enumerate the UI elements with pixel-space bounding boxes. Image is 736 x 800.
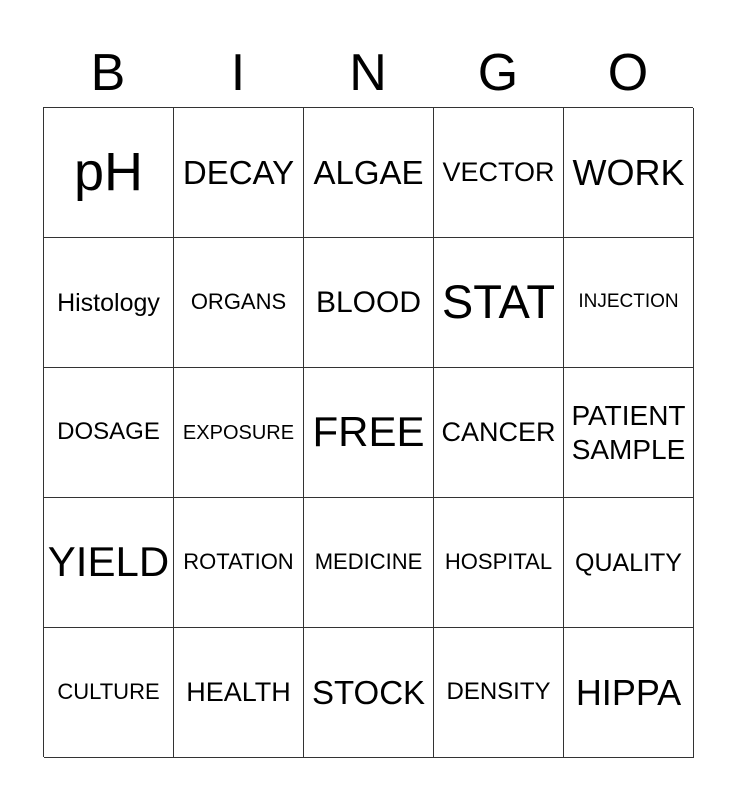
bingo-cell[interactable]: PATIENT SAMPLE bbox=[564, 368, 694, 498]
bingo-cell[interactable]: DENSITY bbox=[434, 628, 564, 758]
header-letter-b: B bbox=[90, 44, 126, 102]
bingo-cell[interactable]: QUALITY bbox=[564, 498, 694, 628]
bingo-cell[interactable]: STAT bbox=[434, 238, 564, 368]
free-space-cell[interactable]: FREE bbox=[304, 368, 434, 498]
header-letter-i: I bbox=[230, 44, 246, 102]
header-letter-o: O bbox=[607, 44, 649, 102]
bingo-header bbox=[43, 42, 693, 104]
bingo-cell[interactable]: VECTOR bbox=[434, 108, 564, 238]
bingo-cell[interactable]: HEALTH bbox=[174, 628, 304, 758]
bingo-cell[interactable]: CULTURE bbox=[44, 628, 174, 758]
bingo-cell[interactable]: STOCK bbox=[304, 628, 434, 758]
bingo-cell[interactable]: pH bbox=[44, 108, 174, 238]
bingo-cell[interactable]: ROTATION bbox=[174, 498, 304, 628]
bingo-cell[interactable]: HOSPITAL bbox=[434, 498, 564, 628]
bingo-cell[interactable]: YIELD bbox=[44, 498, 174, 628]
bingo-cell[interactable]: ORGANS bbox=[174, 238, 304, 368]
bingo-cell[interactable]: ALGAE bbox=[304, 108, 434, 238]
header-letter-g: G bbox=[477, 44, 519, 102]
header-letter-n: N bbox=[349, 44, 387, 102]
bingo-cell[interactable]: Histology bbox=[44, 238, 174, 368]
bingo-cell[interactable]: WORK bbox=[564, 108, 694, 238]
bingo-cell[interactable]: MEDICINE bbox=[304, 498, 434, 628]
bingo-board bbox=[43, 107, 693, 757]
bingo-cell[interactable]: DECAY bbox=[174, 108, 304, 238]
bingo-cell[interactable]: BLOOD bbox=[304, 238, 434, 368]
bingo-cell[interactable]: DOSAGE bbox=[44, 368, 174, 498]
bingo-cell[interactable]: EXPOSURE bbox=[174, 368, 304, 498]
bingo-cell[interactable]: HIPPA bbox=[564, 628, 694, 758]
bingo-cell[interactable]: CANCER bbox=[434, 368, 564, 498]
bingo-cell[interactable]: INJECTION bbox=[564, 238, 694, 368]
